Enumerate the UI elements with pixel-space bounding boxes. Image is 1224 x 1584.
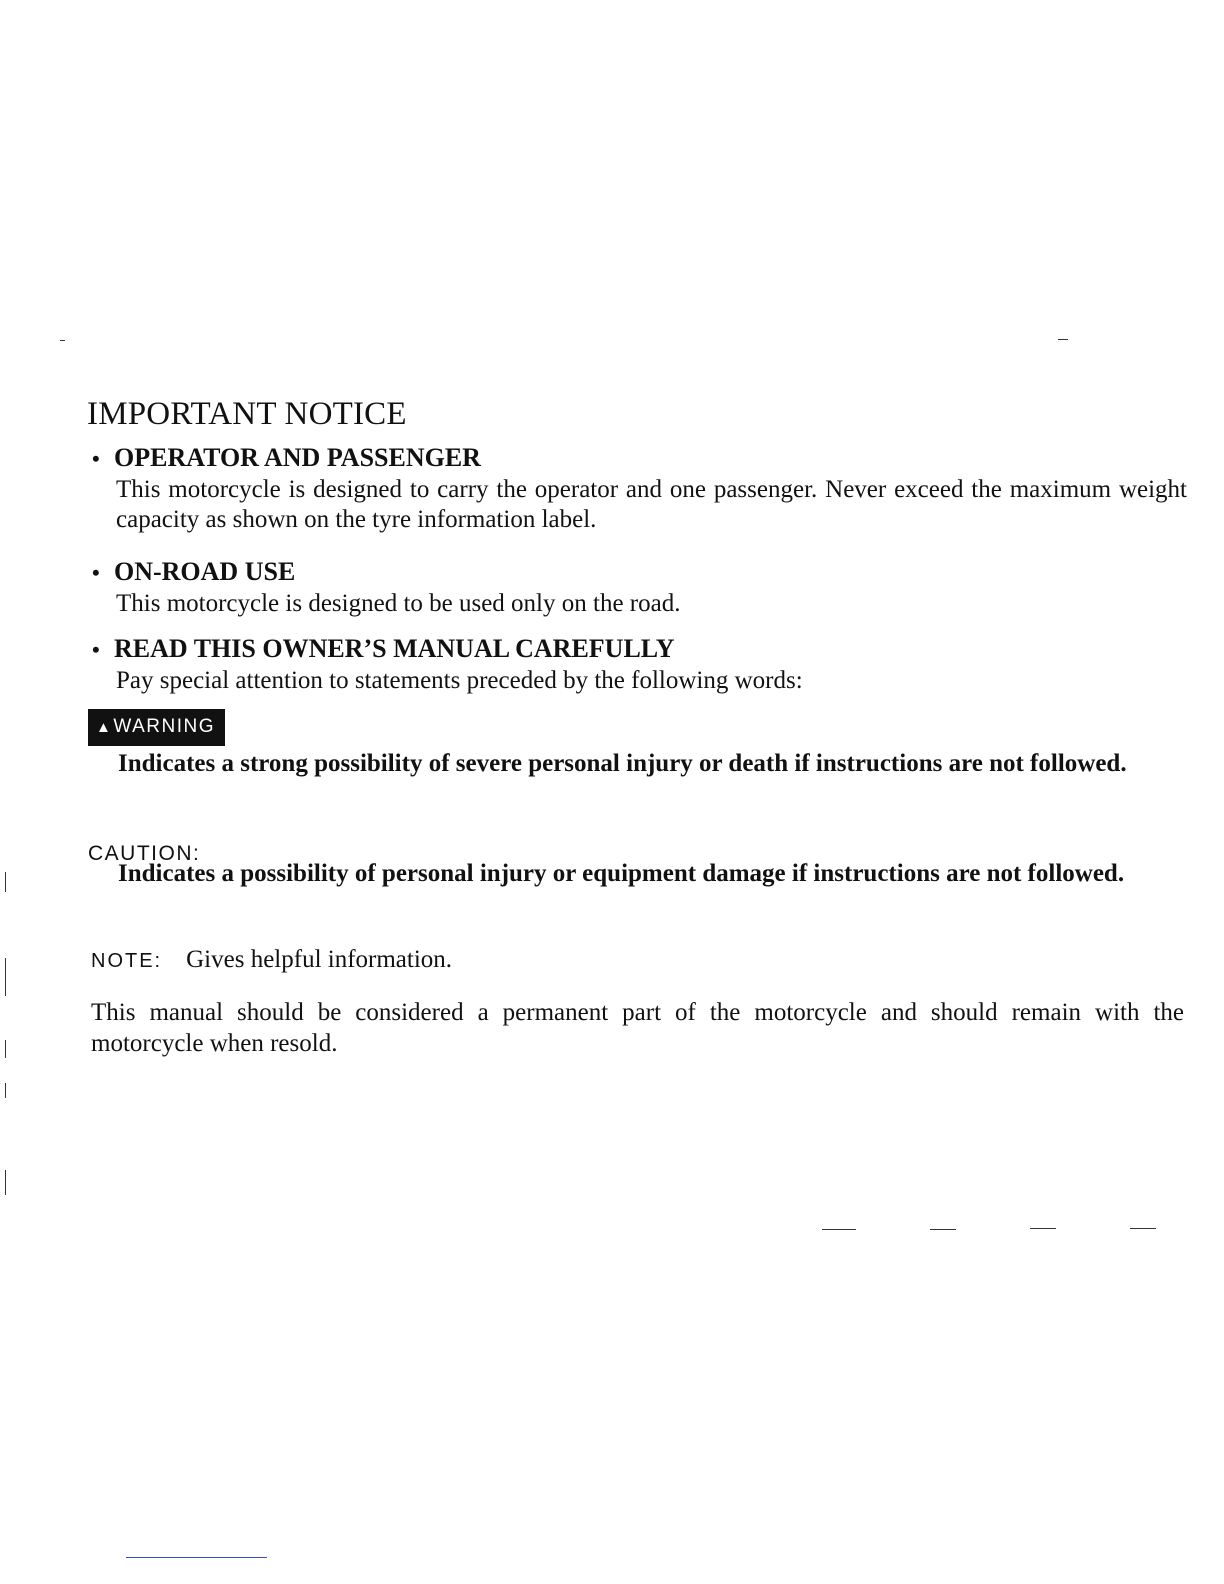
scan-artifact (822, 1229, 856, 1230)
section-read-manual (92, 633, 1187, 696)
section-heading (92, 633, 1187, 666)
scan-artifact (5, 872, 6, 892)
scan-artifact (5, 1040, 6, 1058)
section-on-road-use (92, 556, 1187, 619)
scan-artifact (5, 958, 6, 996)
scan-artifact (60, 340, 65, 341)
page-title: IMPORTANT NOTICE (87, 396, 407, 432)
warning-text: Indicates a strong possibility of severe personal injury or death if instructions are not followed. (118, 750, 1127, 777)
warning-triangle-icon: ▲ (96, 719, 113, 736)
scan-artifact (5, 1170, 6, 1195)
section-heading-text: READ THIS OWNER’S MANUAL CAREFULLY (114, 634, 675, 663)
section-heading (92, 556, 1187, 589)
caution-label: CAUTION: (88, 842, 201, 865)
note-text: Gives helpful information. (186, 946, 453, 973)
section-body: This motorcycle is designed to carry the operator and one passenger. Never exceed the maximum weight capacity as shown on the tyre information label. (116, 476, 1187, 533)
note-row (91, 945, 452, 976)
scan-artifact (930, 1229, 956, 1230)
section-heading-text: ON-ROAD USE (114, 557, 296, 586)
bullet-icon: • (92, 446, 100, 471)
closing-paragraph: This manual should be considered a permanent part of the motorcycle and should remain with the motorcycle when resold. (91, 999, 1184, 1057)
warning-label: WARNING (113, 716, 215, 737)
section-heading (92, 442, 1187, 475)
bullet-icon: • (92, 560, 100, 585)
caution-text: Indicates a possibility of personal injury or equipment damage if instructions are not followed. (118, 860, 1125, 887)
note-label: NOTE: (91, 950, 163, 972)
scan-artifact (126, 1557, 267, 1558)
bullet-icon: • (92, 637, 100, 662)
section-heading-text: OPERATOR AND PASSENGER (114, 443, 481, 472)
scan-artifact (1030, 1228, 1056, 1229)
scan-artifact (1058, 339, 1068, 340)
section-body: This motorcycle is designed to be used only on the road. (116, 590, 681, 617)
section-body: Pay special attention to statements preceded by the following words: (116, 667, 803, 694)
scan-artifact (1130, 1228, 1156, 1229)
scan-artifact (5, 1083, 6, 1098)
warning-badge (88, 709, 225, 746)
section-operator-and-passenger (92, 442, 1187, 535)
